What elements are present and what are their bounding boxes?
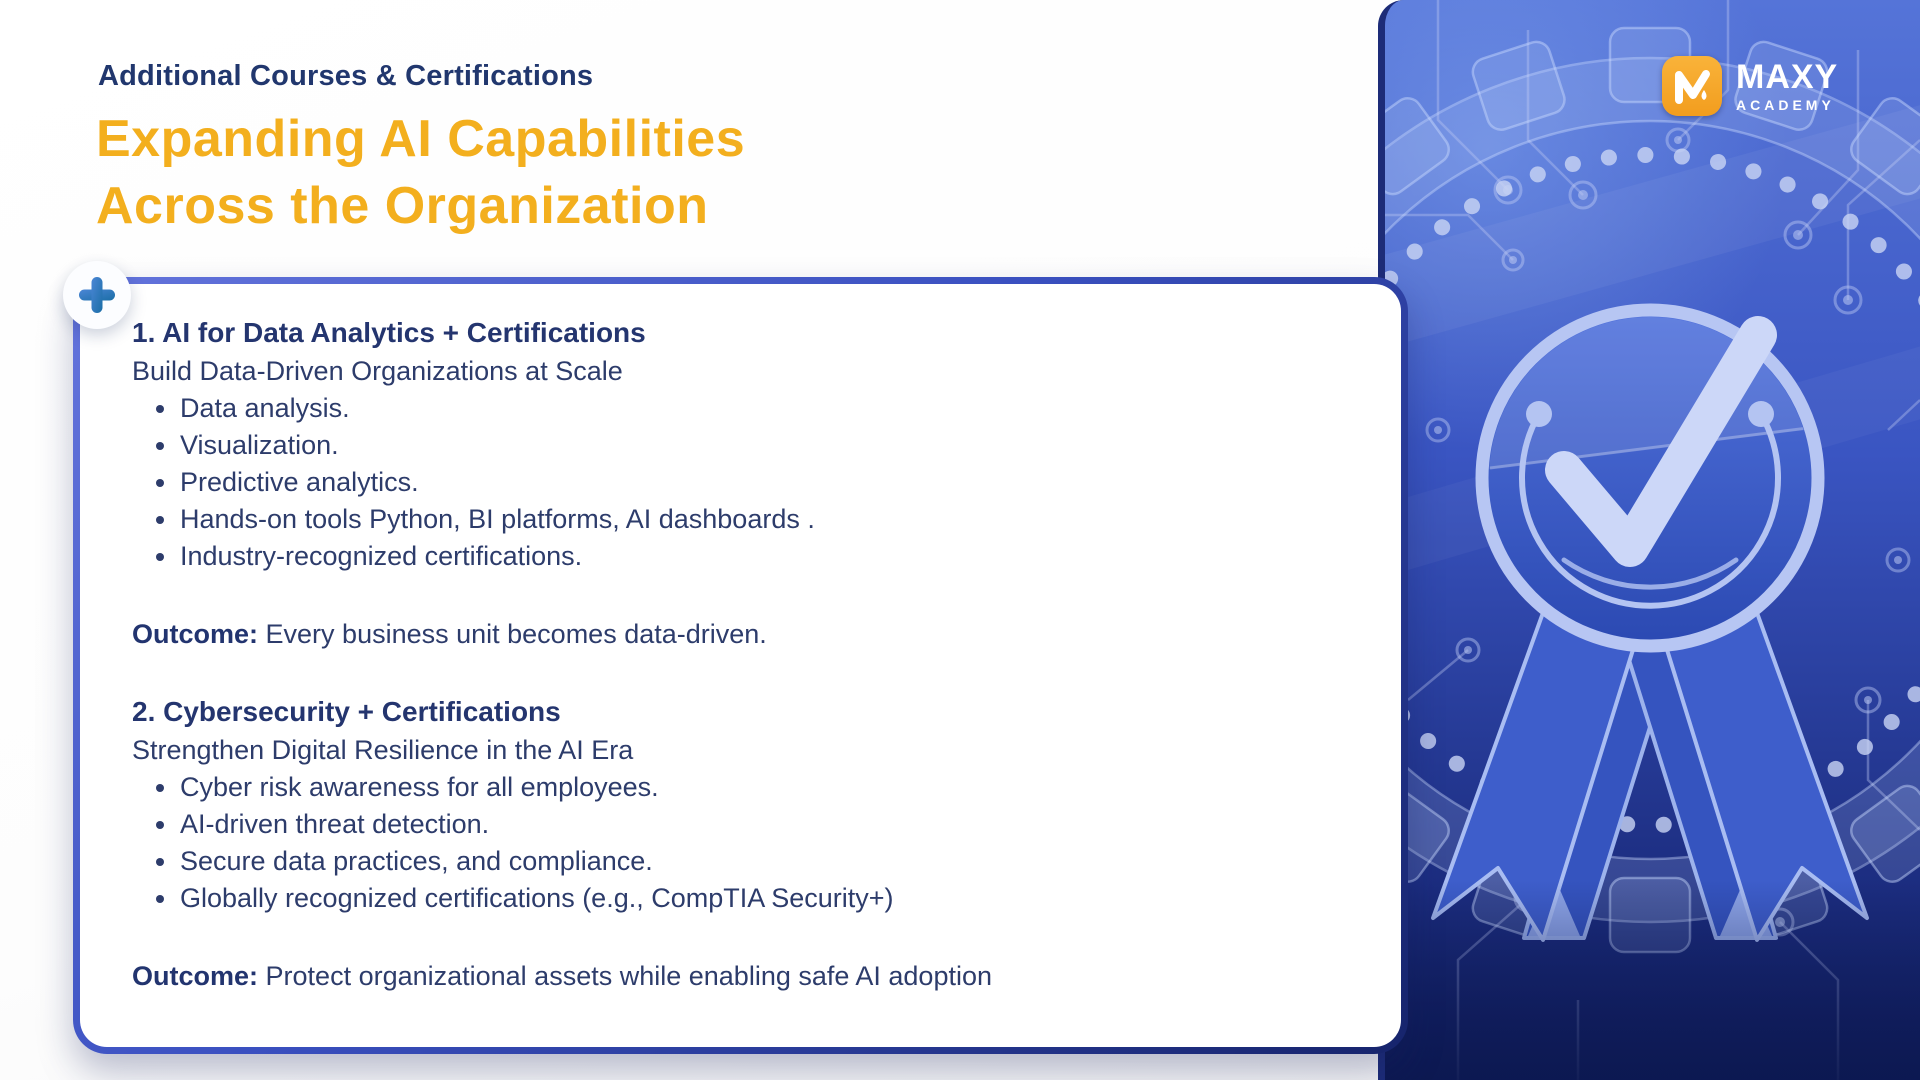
slide-title-line2: Across the Organization [96,177,709,235]
list-item: Globally recognized certifications (e.g., CompTIA Security+) [132,880,1349,917]
section-subheading: Build Data-Driven Organizations at Scale [132,356,623,386]
list-item: AI-driven threat detection. [132,806,1349,843]
outcome-text: Protect organizational assets while enabling safe AI adoption [265,961,992,991]
outcome-label: Outcome: [132,619,259,649]
content-card [80,284,1401,1047]
maxy-monogram-icon [1662,56,1722,116]
outcome-label: Outcome: [132,961,259,991]
section-heading: 1. AI for Data Analytics + Certifications [132,317,646,348]
slide-eyebrow: Additional Courses & Certifications [98,60,594,92]
list-item: Data analysis. [132,390,1349,427]
section-heading: 2. Cybersecurity + Certifications [132,696,561,727]
list-item: Cyber risk awareness for all employees. [132,769,1349,806]
outcome-line [132,957,1349,995]
list-item: Secure data practices, and compliance. [132,843,1349,880]
bullet-list [132,390,1349,575]
outcome-line [132,615,1349,653]
section-subheading: Strengthen Digital Resilience in the AI Era [132,735,634,765]
list-item: Industry-recognized certifications. [132,538,1349,575]
list-item: Predictive analytics. [132,464,1349,501]
brand-name: MAXY [1736,58,1839,96]
plus-icon [63,261,131,329]
outcome-text: Every business unit becomes data-driven. [265,619,767,649]
brand-logo [1662,56,1838,116]
brand-subtitle: ACADEMY [1736,97,1835,113]
list-item: Visualization. [132,427,1349,464]
list-item: Hands-on tools Python, BI platforms, AI dashboards . [132,501,1349,538]
slide-title [96,106,745,240]
circuit-badge-illustration [1378,0,1920,1080]
section-data-analytics [132,314,1349,653]
section-cybersecurity [132,693,1349,995]
illustration-panel [1378,0,1920,1080]
bullet-list [132,769,1349,917]
slide-title-line1: Expanding AI Capabilities [96,110,746,168]
content-card-frame [73,277,1408,1054]
